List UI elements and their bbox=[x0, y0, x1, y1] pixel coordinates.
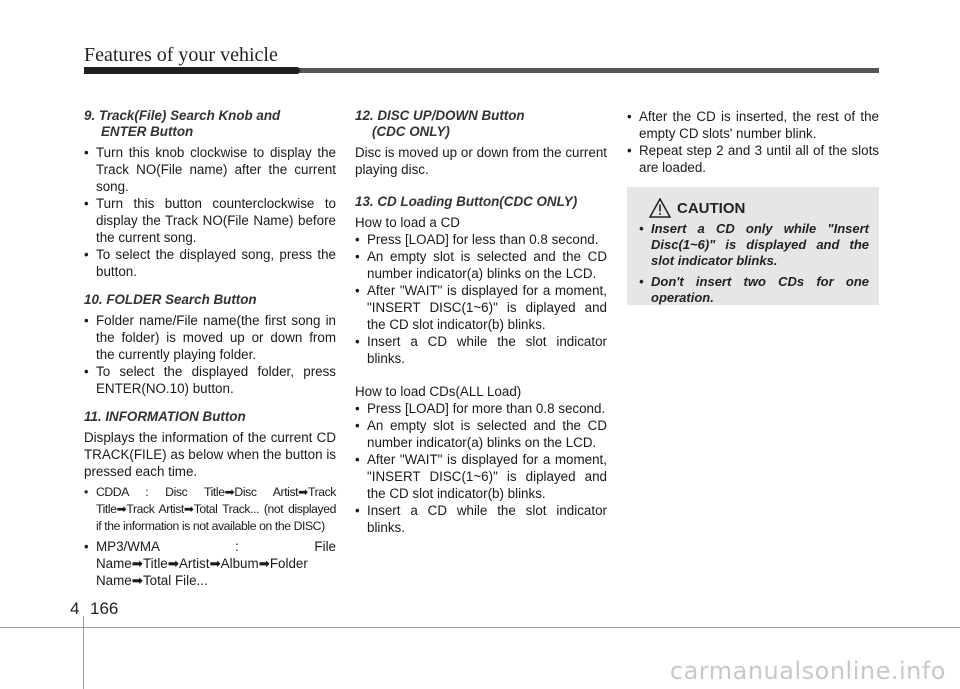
list-item: • An empty slot is selected and the CD number indicator(a) blinks on the LCD. bbox=[355, 248, 607, 282]
caution-item: • Insert a CD only while "Insert Disc(1~6)" is displayed and the slot indicator blinks. bbox=[639, 221, 869, 269]
list-item: • Press [LOAD] for more than 0.8 second. bbox=[355, 400, 607, 417]
header-rule bbox=[84, 68, 879, 73]
section-12-text: Disc is moved up or down from the current playing disc. bbox=[355, 145, 607, 177]
footer-divider bbox=[83, 616, 84, 689]
chapter-number: 4 bbox=[70, 599, 80, 618]
page-number: 166 bbox=[90, 599, 119, 618]
load-continued-list bbox=[627, 108, 879, 176]
list-item: • Repeat step 2 and 3 until all of the slots are loaded. bbox=[627, 142, 879, 176]
caution-list bbox=[639, 221, 869, 306]
caution-item: • Don't insert two CDs for one operation. bbox=[639, 274, 869, 306]
section-12-heading bbox=[355, 108, 607, 140]
list-item: • An empty slot is selected and the CD number indicator(a) blinks on the LCD. bbox=[355, 417, 607, 451]
section-10-heading: 10. FOLDER Search Button bbox=[84, 292, 257, 307]
header-rule-accent bbox=[84, 67, 300, 74]
section-12-title-line1: 12. DISC UP/DOWN Button bbox=[355, 108, 525, 123]
caution-title: CAUTION bbox=[677, 199, 746, 217]
section-10-list bbox=[84, 312, 336, 397]
list-item: • Press [LOAD] for less than 0.8 second. bbox=[355, 231, 607, 248]
column-right bbox=[627, 108, 879, 176]
list-item: • MP3/WMA : File Name➡Title➡Artist➡Album➡Folder Name➡Total File... bbox=[84, 538, 336, 589]
watermark: carmanualsonline.info bbox=[669, 657, 946, 685]
section-9-list bbox=[84, 144, 336, 280]
footer-rule bbox=[0, 627, 960, 628]
section-9-title-line2: ENTER Button bbox=[101, 124, 194, 139]
list-item: • Turn this button counterclockwise to display the Track NO(File Name) before the current song. bbox=[84, 195, 336, 246]
load-one-list bbox=[355, 231, 607, 367]
column-middle bbox=[355, 108, 607, 536]
column-left bbox=[84, 108, 336, 589]
warning-triangle-icon bbox=[649, 198, 671, 218]
section-13-heading: 13. CD Loading Button(CDC ONLY) bbox=[355, 194, 578, 209]
list-item: • After "WAIT" is displayed for a moment, "INSERT DISC(1~6)" is diplayed and the CD slot indicator(b) blinks. bbox=[355, 451, 607, 502]
section-11-heading: 11. INFORMATION Button bbox=[84, 409, 246, 424]
list-item: • Folder name/File name(the first song in the folder) is moved up or down from the currently playing folder. bbox=[84, 312, 336, 363]
load-all-list bbox=[355, 400, 607, 536]
list-item: • To select the displayed folder, press ENTER(NO.10) button. bbox=[84, 363, 336, 397]
page-header-title: Features of your vehicle bbox=[84, 44, 278, 66]
section-12-title-line2: (CDC ONLY) bbox=[372, 124, 450, 139]
list-item: • Turn this knob clockwise to display the Track NO(File name) after the current song. bbox=[84, 144, 336, 195]
load-all-intro: How to load CDs(ALL Load) bbox=[355, 384, 522, 399]
caution-box bbox=[627, 187, 879, 305]
list-item: • Insert a CD while the slot indicator blinks. bbox=[355, 502, 607, 536]
list-item: • After the CD is inserted, the rest of the empty CD slots' number blink. bbox=[627, 108, 879, 142]
list-item: • After "WAIT" is displayed for a moment, "INSERT DISC(1~6)" is diplayed and the CD slot indicator(b) blinks. bbox=[355, 282, 607, 333]
section-9-title-line1: 9. Track(File) Search Knob and bbox=[84, 108, 281, 123]
list-item: • CDDA : Disc Title➡Disc Artist➡Track Title➡Track Artist➡Total Track... (not displayed if the information is not available on the DISC) bbox=[84, 484, 336, 535]
list-item: • Insert a CD while the slot indicator blinks. bbox=[355, 333, 607, 367]
section-11-list bbox=[84, 484, 336, 589]
section-11-text: Displays the information of the current CD TRACK(FILE) as below when the button is pressed each time. bbox=[84, 430, 336, 479]
load-one-intro: How to load a CD bbox=[355, 215, 460, 230]
section-9-heading bbox=[84, 108, 336, 140]
caution-header bbox=[649, 195, 869, 221]
list-item: • To select the displayed song, press the button. bbox=[84, 246, 336, 280]
